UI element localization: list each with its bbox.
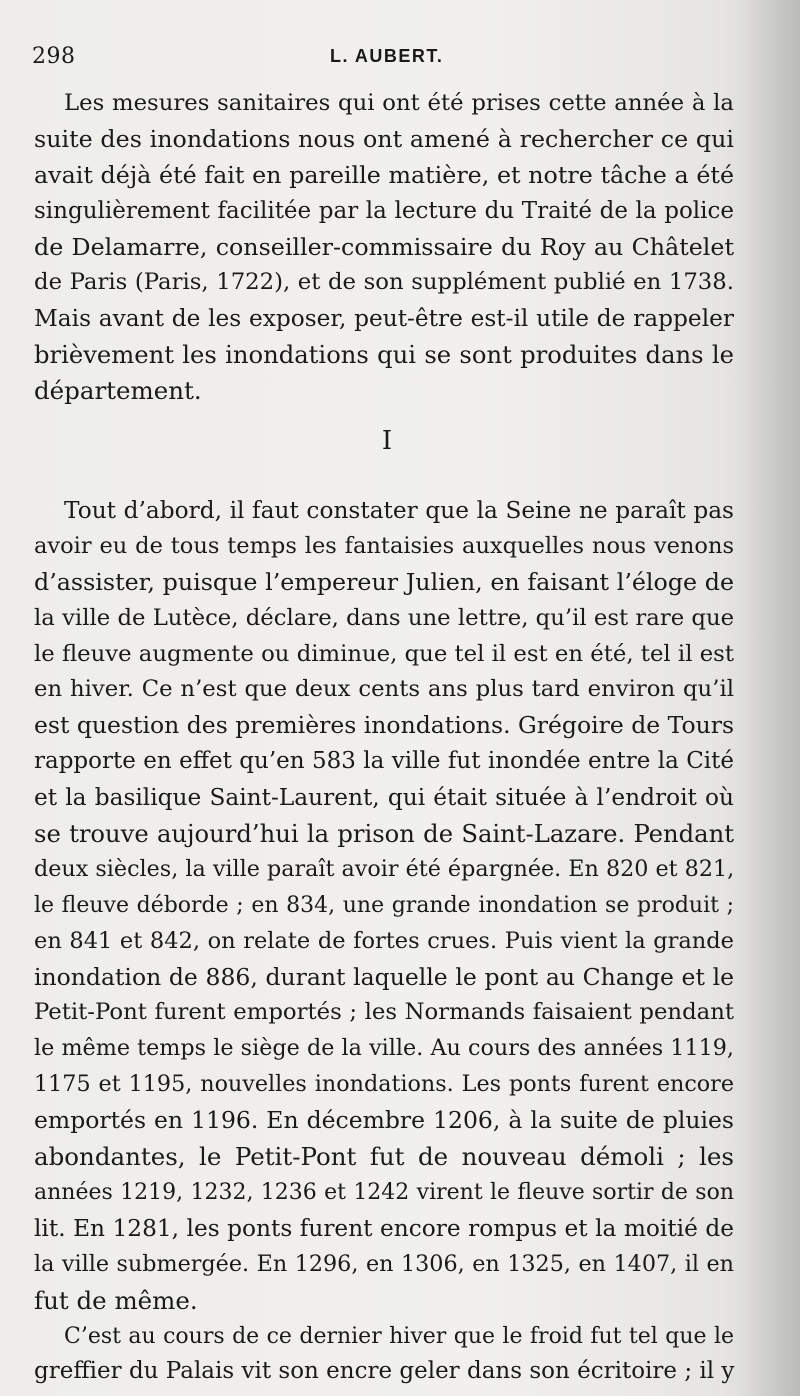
text-line: inondation de 886, durant laquelle le pont au Change et le (34, 962, 734, 991)
page-gutter-shadow (740, 0, 800, 1396)
text-line: années 1219, 1232, 1236 et 1242 virent le fleuve sortir de son (34, 1179, 734, 1205)
page-number: 298 (32, 44, 76, 69)
text-line: 1175 et 1195, nouvelles inondations. Les ponts furent encore (34, 1071, 734, 1098)
text-line: Petit-Pont furent emportés ; les Normands faisaient pendant (34, 999, 734, 1026)
text-line: lit. En 1281, les ponts furent encore rompus et la moitié de (34, 1214, 734, 1242)
text-line: greffier du Palais vit son encre geler dans son écritoire ; il y (34, 1358, 735, 1385)
text-line: le même temps le siège de la ville. Au cours des années 1119, (34, 1035, 734, 1062)
text-line: en 841 et 842, on relate de fortes crues. Puis vient la grande (34, 927, 734, 954)
text-line: d’assister, puisque l’empereur Julien, en faisant l’éloge de (34, 567, 734, 596)
text-line: abondantes, le Petit-Pont fut de nouveau démoli ; les (34, 1142, 734, 1172)
running-head: L. AUBERT. (330, 46, 444, 66)
text-line: le fleuve augmente ou diminue, que tel il est en été, tel il est (34, 640, 734, 667)
paragraph-2 (34, 493, 734, 1318)
text-line: Tout d’abord, il faut constater que la Seine ne paraît pas (64, 497, 734, 525)
text-line: en hiver. Ce n’est que deux cents ans plus tard environ qu’il (34, 676, 734, 703)
section-number: I (381, 426, 393, 457)
text-line: de Paris (Paris, 1722), et de son supplément publié en 1738. (34, 269, 734, 296)
text-line: de Delamarre, conseiller-commissaire du Roy au Châtelet (34, 232, 734, 261)
text-line: la ville de Lutèce, déclare, dans une lettre, qu’il est rare que (34, 604, 735, 631)
text-line: C’est au cours de ce dernier hiver que le froid fut tel que le (64, 1323, 734, 1349)
text-line: la ville submergée. En 1296, en 1306, en 1325, en 1407, il en (34, 1250, 734, 1277)
text-line: avoir eu de tous temps les fantaisies auxquelles nous venons (34, 532, 734, 559)
text-line: Mais avant de les exposer, peut-être est-il utile de rappeler (34, 305, 734, 333)
text-line: se trouve aujourd’hui la prison de Saint-Lazare. Pendant (34, 819, 734, 849)
text-line: et la basilique Saint-Laurent, qui était située à l’endroit où (34, 784, 734, 812)
text-line: fut de même. (34, 1285, 198, 1315)
text-line: suite des inondations nous ont amené à rechercher ce qui (34, 124, 734, 153)
paragraph-3 (34, 1319, 734, 1391)
text-line: brièvement les inondations qui se sont produites dans le (34, 340, 734, 370)
text-line: est question des premières inondations. Grégoire de Tours (34, 711, 735, 740)
paragraph-1 (34, 86, 734, 409)
text-line: singulièrement facilitée par la lecture du Traité de la police (34, 197, 734, 224)
text-line: deux siècles, la ville paraît avoir été épargnée. En 820 et 821, (34, 855, 735, 882)
text-line: le fleuve déborde ; en 834, une grande inondation se produit ; (34, 892, 734, 918)
text-line: rapporte en effet qu’en 583 la ville fut inondée entre la Cité (34, 748, 734, 775)
body-text (34, 86, 734, 1390)
text-line: avait déjà été fait en pareille matière, et notre tâche a été (34, 160, 734, 189)
text-line: département. (34, 376, 202, 406)
text-line: Les mesures sanitaires qui ont été prises cette année à la (64, 90, 734, 116)
text-line: emportés en 1196. En décembre 1206, à la suite de pluies (34, 1106, 734, 1135)
page-header (30, 42, 750, 78)
